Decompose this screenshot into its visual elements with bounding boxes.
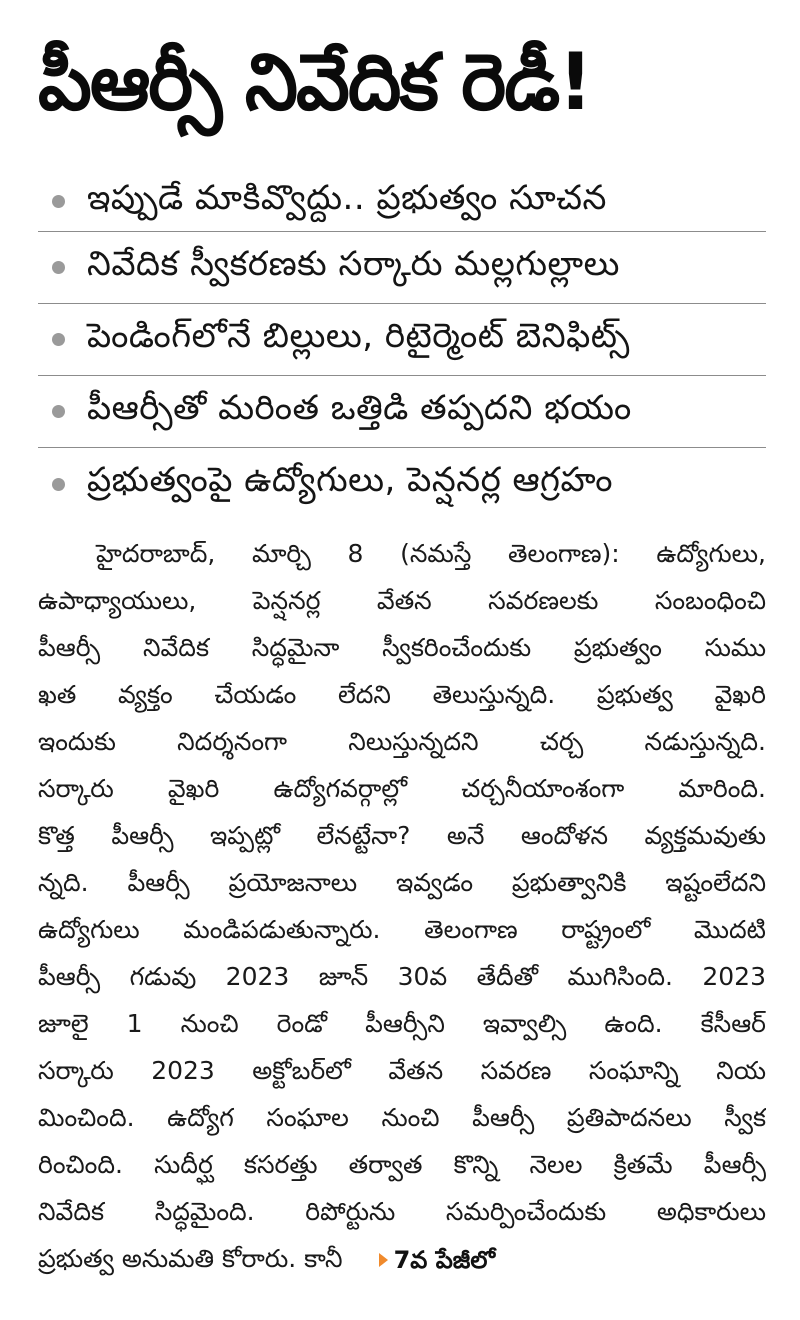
body-line: ఉద్యోగులు మండిపడుతున్నారు. తెలంగాణ రాష్ట్రంలో మొదటి <box>38 915 766 944</box>
body-line: సర్కారు 2023 అక్టోబర్‌లో వేతన సవరణ సంఘాన్ని నియ <box>38 1056 766 1085</box>
body-line: న్నది. పీఆర్సీ ప్రయోజనాలు ఇవ్వడం ప్రభుత్వానికి ఇష్టంలేదని <box>38 868 766 897</box>
bullet-text: పీఆర్సీతో మరింత ఒత్తిడి తప్పదని భయం <box>87 387 632 428</box>
body-line: రించింది. సుదీర్ఘ కసరత్తు తర్వాత కొన్ని నెలల క్రితమే పీఆర్సీ <box>38 1150 766 1179</box>
bullet-item <box>38 448 766 520</box>
body-line: సర్కారు వైఖరి ఉద్యోగవర్గాల్లో చర్చనీయాంశంగా మారింది. <box>38 774 766 803</box>
bullet-text: పెండింగ్‌లోనే బిల్లులు, రిటైర్మెంట్ బెనిఫిట్స్ <box>87 315 630 356</box>
bullet-item <box>38 172 766 232</box>
highlight-bullets <box>38 172 766 520</box>
body-line: పీఆర్సీ గడువు 2023 జూన్ 30వ తేదీతో ముగిసింది. 2023 <box>38 962 766 991</box>
bullet-dot-icon <box>52 195 65 208</box>
bullet-text: ప్రభుత్వంపై ఉద్యోగులు, పెన్షనర్ల ఆగ్రహం <box>87 460 613 500</box>
bullet-dot-icon <box>52 478 65 491</box>
body-line: కొత్త పీఆర్సీ ఇప్పట్లో లేనట్టేనా? అనే ఆందోళన వ్యక్తమవుతు <box>38 821 766 850</box>
body-line: హైదరాబాద్, మార్చి 8 (నమస్తే తెలంగాణ): ఉద్యోగులు, <box>96 539 766 568</box>
body-last-line <box>38 1235 766 1284</box>
bullet-text: ఇప్పుడే మాకివ్వొద్దు.. ప్రభుత్వం సూచన <box>87 177 607 218</box>
continued-on-page <box>379 1237 495 1284</box>
body-line: నివేదిక సిద్ధమైంది. రిపోర్టును సమర్పించేందుకు అధికారులు <box>38 1197 766 1226</box>
bullet-item <box>38 304 766 376</box>
continued-label: 7వ పేజీలో <box>393 1245 496 1274</box>
body-line: జూలై 1 నుంచి రెండో పీఆర్సీని ఇవ్వాల్సి ఉంది. కేసీఆర్ <box>38 1009 766 1038</box>
bullet-item <box>38 376 766 448</box>
body-line: మించింది. ఉద్యోగ సంఘాల నుంచి పీఆర్సీ ప్రతిపాదనలు స్వీక <box>38 1103 766 1132</box>
bullet-item <box>38 232 766 304</box>
body-line-text: ప్రభుత్వ అనుమతి కోరారు. కానీ <box>38 1244 343 1273</box>
body-line: ఇందుకు నిదర్శనంగా నిలుస్తున్నదని చర్చ నడుస్తున్నది. <box>38 727 766 756</box>
body-line: పీఆర్సీ నివేదిక సిద్ధమైనా స్వీకరించేందుకు ప్రభుత్వం సుము <box>38 633 766 662</box>
arrow-right-icon <box>379 1253 388 1267</box>
body-line: ఉపాధ్యాయులు, పెన్షనర్ల వేతన సవరణలకు సంబంధించి <box>38 586 766 615</box>
bullet-dot-icon <box>52 261 65 274</box>
bullet-dot-icon <box>52 333 65 346</box>
bullet-text: నివేదిక స్వీకరణకు సర్కారు మల్లగుల్లాలు <box>87 243 620 284</box>
headline: పీఆర్సీ నివేదిక రెడీ! <box>38 38 591 128</box>
body-line: ఖత వ్యక్తం చేయడం లేదని తెలుస్తున్నది. ప్రభుత్వ వైఖరి <box>38 680 766 709</box>
article-body <box>38 530 766 1284</box>
bullet-dot-icon <box>52 405 65 418</box>
